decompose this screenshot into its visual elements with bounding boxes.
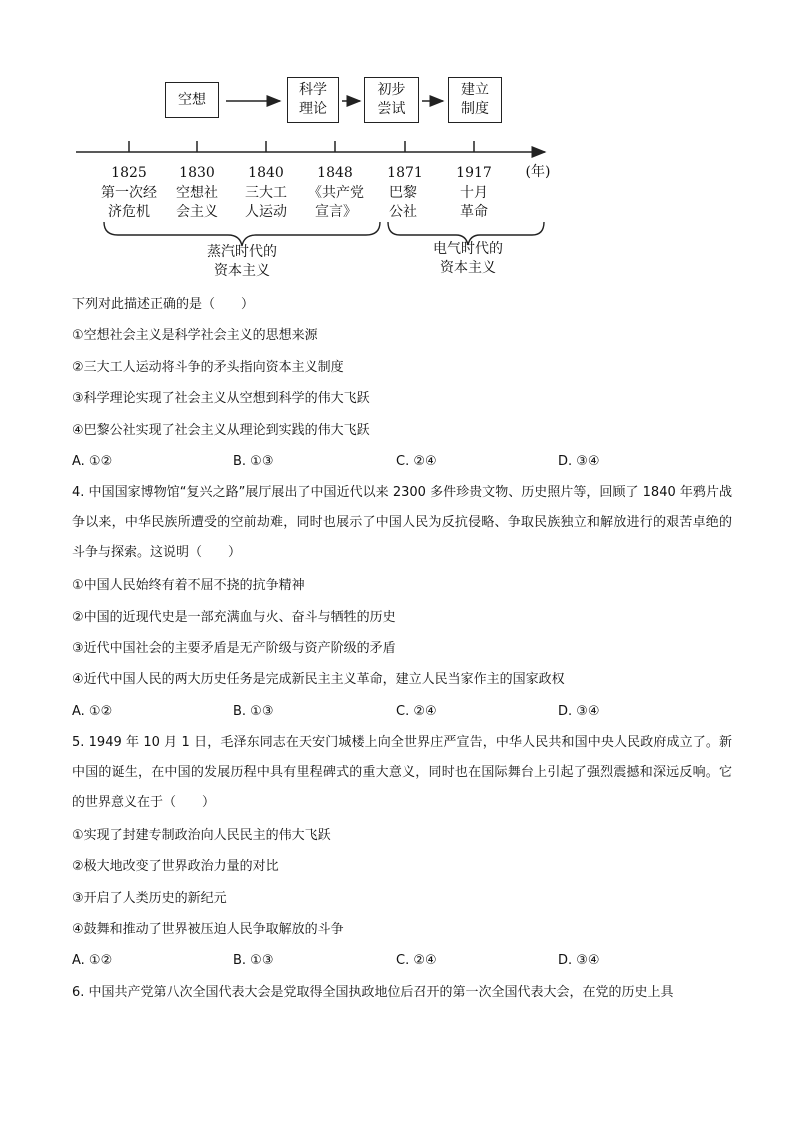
q3-item-4: ④巴黎公社实现了社会主义从理论到实践的伟大飞跃	[72, 423, 370, 438]
year-1830: 1830	[179, 165, 215, 181]
year-1871: 1871	[387, 165, 423, 181]
q3-item-3: ③科学理论实现了社会主义从空想到科学的伟大飞跃	[72, 391, 370, 406]
box-utopian: 空想	[165, 82, 219, 118]
year-1917: 1917	[456, 165, 492, 181]
q5-item-4: ④鼓舞和推动了世界被压迫人民争取解放的斗争	[72, 922, 344, 937]
box-initial-attempt: 初步 尝试	[364, 77, 419, 123]
q4-option-b[interactable]: B. ①③	[233, 704, 274, 719]
year-1848: 1848	[317, 165, 353, 181]
year-1840: 1840	[248, 165, 284, 181]
q3-item-2: ②三大工人运动将斗争的矛头指向资本主义制度	[72, 360, 344, 375]
q4-option-a[interactable]: A. ①②	[72, 704, 113, 719]
q4-item-1: ①中国人民始终有着不屈不挠的抗争精神	[72, 578, 305, 593]
q5-option-b[interactable]: B. ①③	[233, 953, 274, 968]
timeline-diagram	[0, 0, 794, 290]
q4-item-4: ④近代中国人民的两大历史任务是完成新民主主义革命，建立人民当家作主的国家政权	[72, 672, 565, 687]
timeline-lines	[0, 0, 794, 290]
q4-option-d[interactable]: D. ③④	[558, 704, 600, 719]
era-steam: 蒸汽时代的 资本主义	[207, 244, 277, 279]
q5-option-a[interactable]: A. ①②	[72, 953, 113, 968]
event-economic-crisis: 第一次经 济危机	[101, 185, 157, 220]
event-paris-commune: 巴黎 公社	[389, 185, 417, 220]
q3-option-c[interactable]: C. ②④	[396, 454, 437, 469]
q4-stem: 4. 中国国家博物馆“复兴之路”展厅展出了中国近代以来 2300 多件珍贵文物、历史照片等，回顾了 1840 年鸦片战争以来，中华民族所遭受的空前劫难，同时也展示了中国人民为反抗侵略、争取民族独立和解放进行的艰苦卓绝的斗争与探索。这说明（ ）	[72, 485, 732, 560]
q5-option-d[interactable]: D. ③④	[558, 953, 600, 968]
q4-item-3: ③近代中国社会的主要矛盾是无产阶级与资产阶级的矛盾	[72, 641, 396, 656]
era-electric: 电气时代的 资本主义	[433, 241, 503, 276]
q5-item-2: ②极大地改变了世界政治力量的对比	[72, 859, 279, 874]
q5-item-1: ①实现了封建专制政治向人民民主的伟大飞跃	[72, 828, 331, 843]
q5-stem: 5. 1949 年 10 月 1 日，毛泽东同志在天安门城楼上向全世界庄严宣告，中华人民共和国中央人民政府成立了。新中国的诞生，在中国的发展历程中具有里程碑式的重大意义，同时也在国际舞台上引起了强烈震撼和深远反响。它的世界意义在于（ ）	[72, 735, 732, 810]
q4-option-c[interactable]: C. ②④	[396, 704, 437, 719]
q5-item-3: ③开启了人类历史的新纪元	[72, 891, 227, 906]
q3-option-b[interactable]: B. ①③	[233, 454, 274, 469]
q3-option-a[interactable]: A. ①②	[72, 454, 113, 469]
event-workers-movements: 三大工 人运动	[245, 185, 287, 220]
event-october-revolution: 十月 革命	[460, 185, 488, 220]
year-unit: (年)	[525, 164, 551, 180]
q5-option-c[interactable]: C. ②④	[396, 953, 437, 968]
year-1825: 1825	[111, 165, 147, 181]
q3-option-d[interactable]: D. ③④	[558, 454, 600, 469]
box-establish-system: 建立 制度	[448, 77, 502, 123]
event-utopian-socialism: 空想社 会主义	[176, 185, 218, 220]
event-communist-manifesto: 《共产党 宣言》	[308, 185, 364, 220]
q6-stem: 6. 中国共产党第八次全国代表大会是党取得全国执政地位后召开的第一次全国代表大会，在党的历史上具	[72, 985, 674, 1000]
q4-item-2: ②中国的近现代史是一部充满血与火、奋斗与牺牲的历史	[72, 610, 396, 625]
q3-item-1: ①空想社会主义是科学社会主义的思想来源	[72, 328, 318, 343]
q3-prompt: 下列对此描述正确的是（ ）	[72, 297, 255, 312]
box-scientific-theory: 科学 理论	[287, 77, 339, 123]
